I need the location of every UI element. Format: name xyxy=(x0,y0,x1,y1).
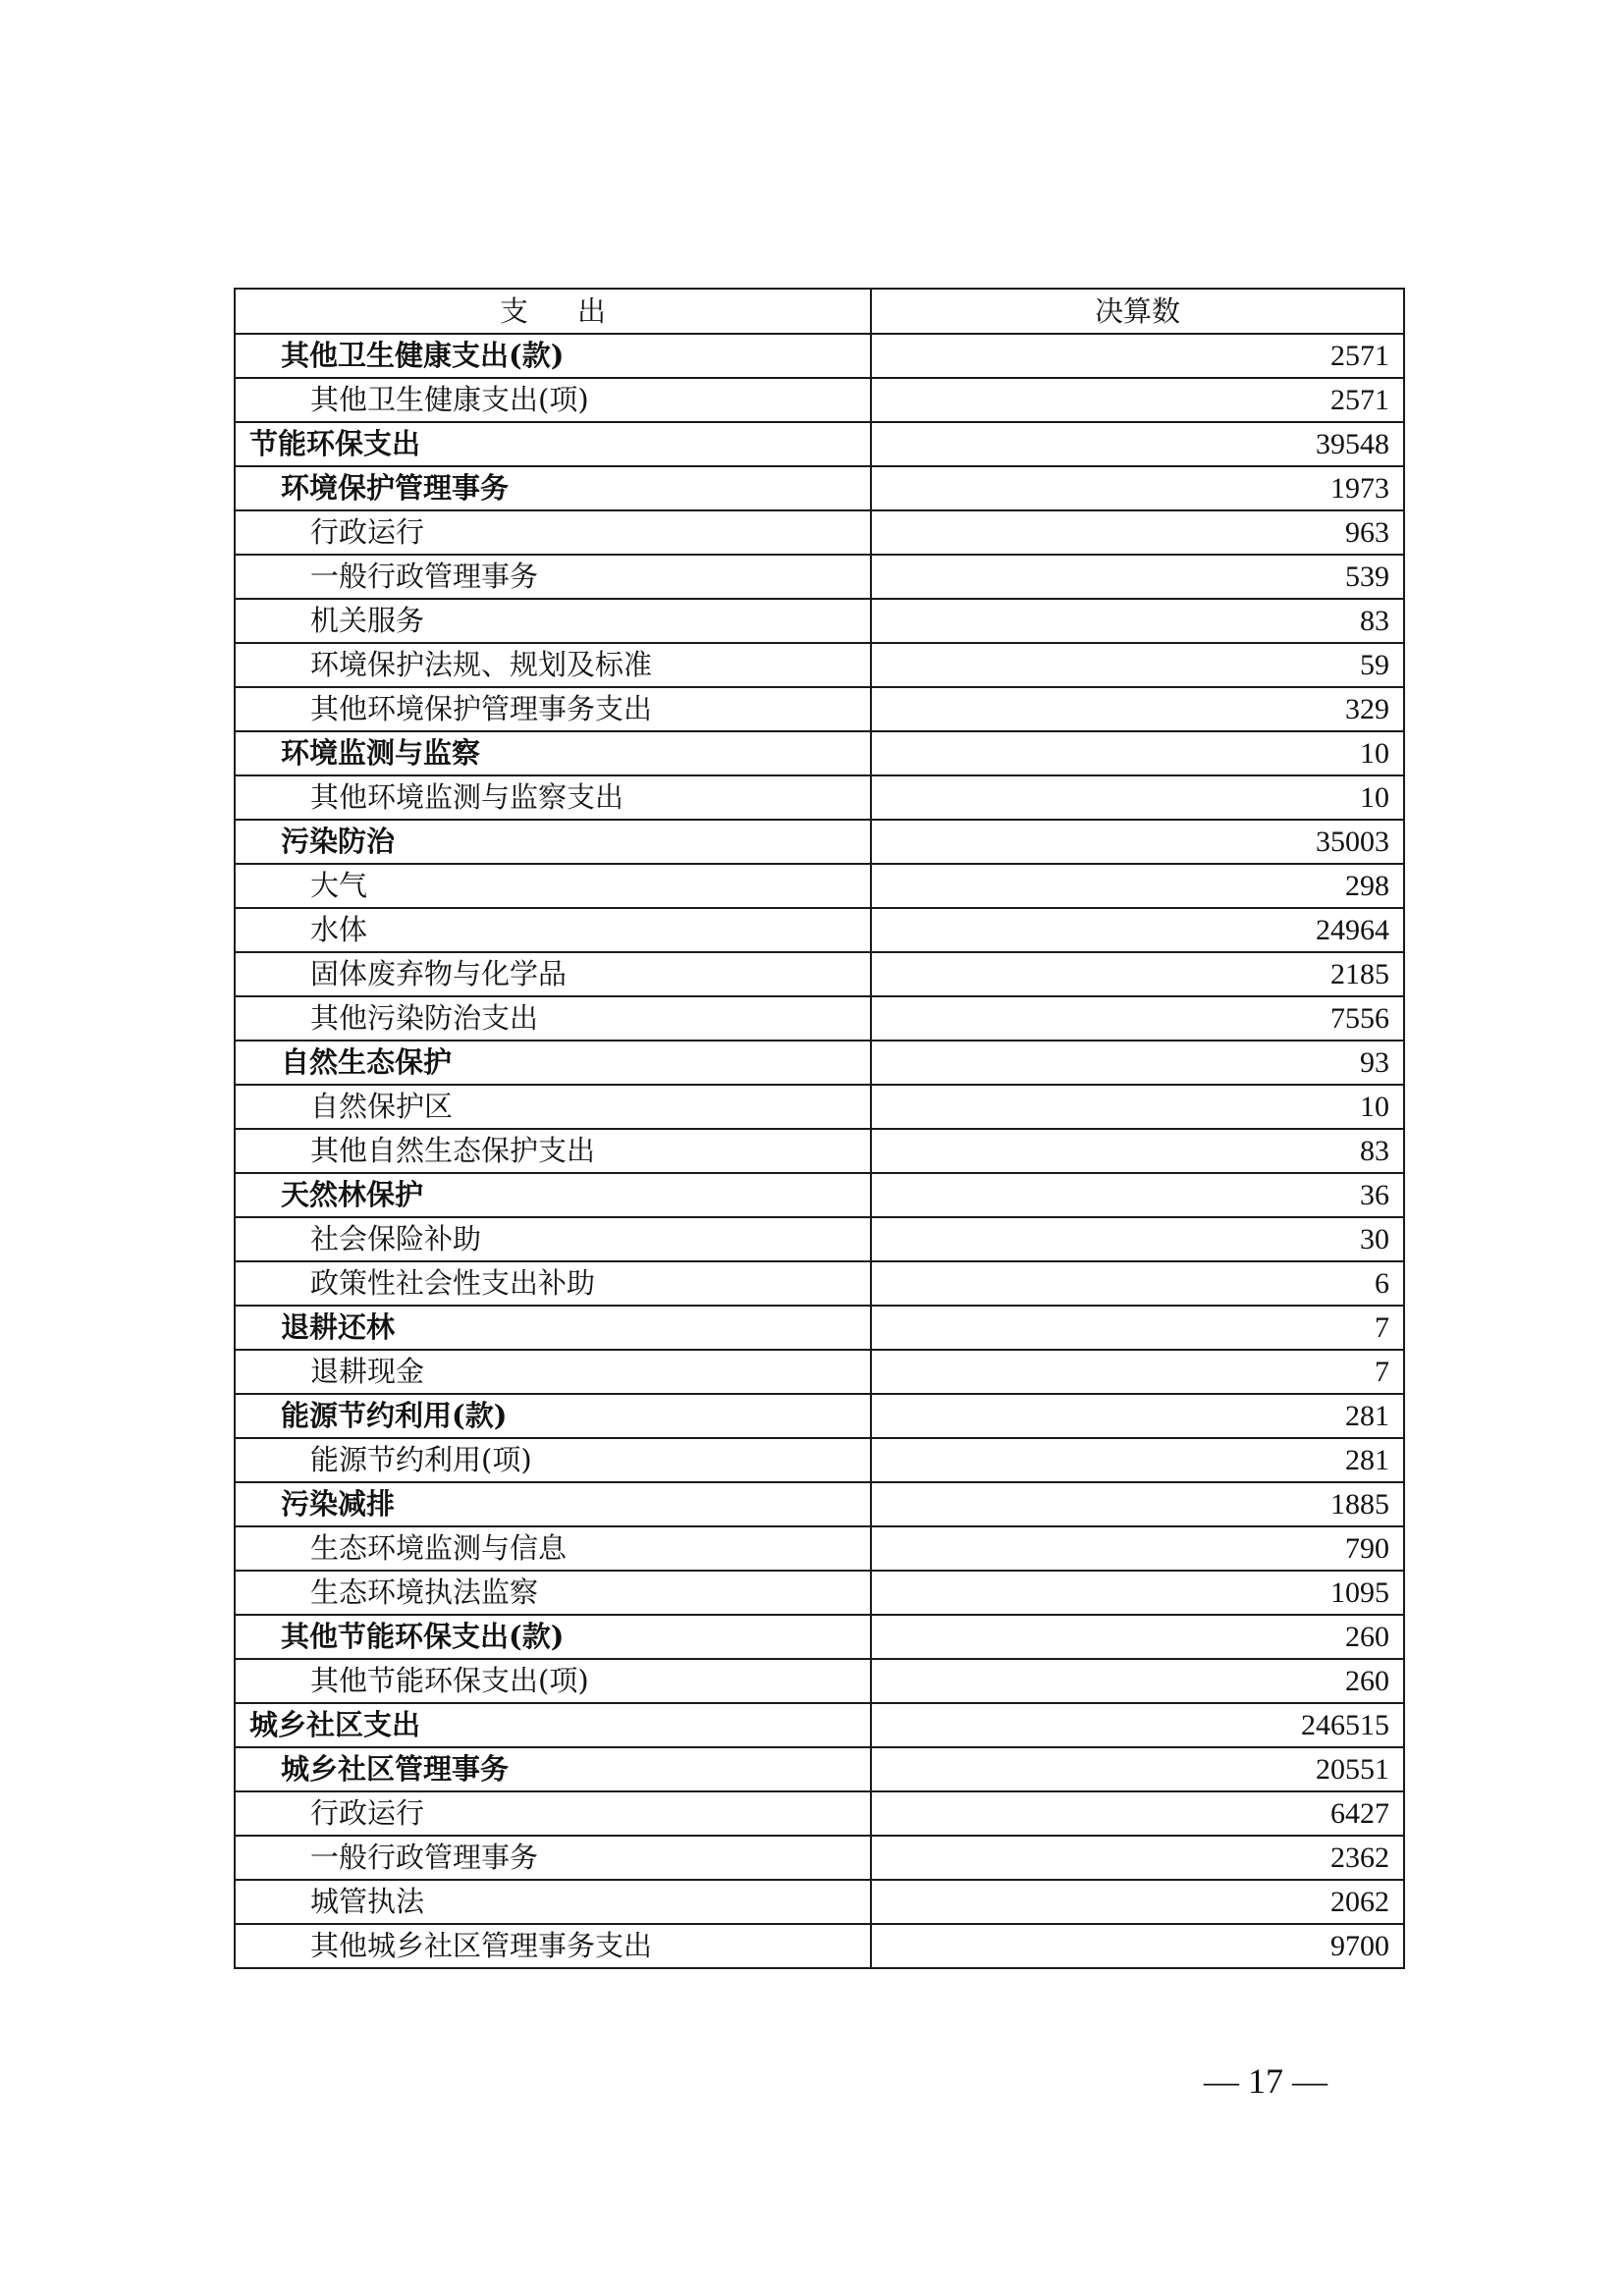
row-item-name: 水体 xyxy=(235,908,871,952)
row-item-amount: 2362 xyxy=(871,1836,1404,1880)
row-item-amount: 24964 xyxy=(871,908,1404,952)
row-item-name: 污染防治 xyxy=(235,820,871,864)
row-item-amount: 36 xyxy=(871,1173,1404,1217)
row-item-name: 其他节能环保支出(款) xyxy=(235,1615,871,1659)
row-item-amount: 1095 xyxy=(871,1571,1404,1615)
table-header-row xyxy=(235,289,1404,334)
table-row xyxy=(235,1747,1404,1791)
table-row xyxy=(235,1350,1404,1394)
table-row xyxy=(235,1085,1404,1129)
row-item-amount: 10 xyxy=(871,731,1404,775)
table-row xyxy=(235,1836,1404,1880)
row-item-name: 其他环境监测与监察支出 xyxy=(235,775,871,820)
row-item-name: 生态环境监测与信息 xyxy=(235,1526,871,1571)
row-item-name: 大气 xyxy=(235,864,871,908)
row-item-name: 退耕现金 xyxy=(235,1350,871,1394)
row-item-amount: 59 xyxy=(871,643,1404,687)
row-item-amount: 2571 xyxy=(871,334,1404,378)
row-item-amount: 35003 xyxy=(871,820,1404,864)
row-item-name: 其他卫生健康支出(款) xyxy=(235,334,871,378)
row-item-amount: 329 xyxy=(871,687,1404,731)
table-row xyxy=(235,1880,1404,1924)
row-item-amount: 963 xyxy=(871,510,1404,555)
row-item-amount: 7 xyxy=(871,1350,1404,1394)
row-item-name: 环境监测与监察 xyxy=(235,731,871,775)
row-item-amount: 260 xyxy=(871,1659,1404,1703)
table-row xyxy=(235,820,1404,864)
row-item-amount: 2185 xyxy=(871,952,1404,996)
row-item-name: 一般行政管理事务 xyxy=(235,555,871,599)
row-item-amount: 298 xyxy=(871,864,1404,908)
row-item-amount: 30 xyxy=(871,1217,1404,1261)
table-row xyxy=(235,510,1404,555)
row-item-amount: 83 xyxy=(871,1129,1404,1173)
row-item-name: 其他环境保护管理事务支出 xyxy=(235,687,871,731)
table-row xyxy=(235,1129,1404,1173)
row-item-name: 固体废弃物与化学品 xyxy=(235,952,871,996)
row-item-name: 其他污染防治支出 xyxy=(235,996,871,1041)
row-item-name: 生态环境执法监察 xyxy=(235,1571,871,1615)
table-row xyxy=(235,1306,1404,1350)
row-item-amount: 6427 xyxy=(871,1791,1404,1836)
table-row xyxy=(235,1438,1404,1482)
row-item-name: 行政运行 xyxy=(235,510,871,555)
table-row xyxy=(235,555,1404,599)
row-item-amount: 790 xyxy=(871,1526,1404,1571)
row-item-name: 其他卫生健康支出(项) xyxy=(235,378,871,422)
row-item-name: 其他城乡社区管理事务支出 xyxy=(235,1924,871,1968)
table-row xyxy=(235,466,1404,510)
row-item-amount: 20551 xyxy=(871,1747,1404,1791)
table-row xyxy=(235,1571,1404,1615)
table-row xyxy=(235,687,1404,731)
row-item-name: 节能环保支出 xyxy=(235,422,871,466)
row-item-amount: 6 xyxy=(871,1261,1404,1306)
row-item-name: 其他自然生态保护支出 xyxy=(235,1129,871,1173)
row-item-name: 一般行政管理事务 xyxy=(235,1836,871,1880)
row-item-amount: 7 xyxy=(871,1306,1404,1350)
row-item-name: 城管执法 xyxy=(235,1880,871,1924)
table-row xyxy=(235,1173,1404,1217)
row-item-amount: 1973 xyxy=(871,466,1404,510)
row-item-name: 能源节约利用(款) xyxy=(235,1394,871,1438)
table-row xyxy=(235,1615,1404,1659)
table-row xyxy=(235,1482,1404,1526)
table-row xyxy=(235,334,1404,378)
table-row xyxy=(235,996,1404,1041)
row-item-amount: 539 xyxy=(871,555,1404,599)
row-item-name: 自然保护区 xyxy=(235,1085,871,1129)
row-item-amount: 260 xyxy=(871,1615,1404,1659)
row-item-name: 环境保护管理事务 xyxy=(235,466,871,510)
row-item-amount: 10 xyxy=(871,1085,1404,1129)
row-item-amount: 246515 xyxy=(871,1703,1404,1747)
table-row xyxy=(235,1924,1404,1968)
table-row xyxy=(235,1791,1404,1836)
row-item-amount: 281 xyxy=(871,1394,1404,1438)
row-item-amount: 39548 xyxy=(871,422,1404,466)
table-row xyxy=(235,1526,1404,1571)
column-header-final-amount: 决算数 xyxy=(871,289,1404,334)
table-row xyxy=(235,422,1404,466)
table-row xyxy=(235,643,1404,687)
table-row xyxy=(235,952,1404,996)
row-item-amount: 2062 xyxy=(871,1880,1404,1924)
table-row xyxy=(235,908,1404,952)
row-item-name: 城乡社区支出 xyxy=(235,1703,871,1747)
row-item-name: 能源节约利用(项) xyxy=(235,1438,871,1482)
row-item-name: 社会保险补助 xyxy=(235,1217,871,1261)
table-row xyxy=(235,731,1404,775)
expenditure-table xyxy=(234,288,1405,1969)
row-item-name: 行政运行 xyxy=(235,1791,871,1836)
row-item-amount: 83 xyxy=(871,599,1404,643)
table-row xyxy=(235,1041,1404,1085)
table-body xyxy=(235,334,1404,1968)
row-item-amount: 1885 xyxy=(871,1482,1404,1526)
row-item-amount: 2571 xyxy=(871,378,1404,422)
table-row xyxy=(235,1394,1404,1438)
row-item-name: 天然林保护 xyxy=(235,1173,871,1217)
table-row xyxy=(235,1659,1404,1703)
table-row xyxy=(235,775,1404,820)
row-item-amount: 281 xyxy=(871,1438,1404,1482)
row-item-amount: 9700 xyxy=(871,1924,1404,1968)
table-row xyxy=(235,1261,1404,1306)
row-item-name: 退耕还林 xyxy=(235,1306,871,1350)
row-item-name: 机关服务 xyxy=(235,599,871,643)
table-row xyxy=(235,1703,1404,1747)
row-item-name: 政策性社会性支出补助 xyxy=(235,1261,871,1306)
row-item-amount: 93 xyxy=(871,1041,1404,1085)
row-item-name: 污染减排 xyxy=(235,1482,871,1526)
table-row xyxy=(235,599,1404,643)
row-item-amount: 7556 xyxy=(871,996,1404,1041)
row-item-amount: 10 xyxy=(871,775,1404,820)
column-header-expenditure: 支出 xyxy=(235,289,871,334)
table-row xyxy=(235,1217,1404,1261)
row-item-name: 自然生态保护 xyxy=(235,1041,871,1085)
row-item-name: 城乡社区管理事务 xyxy=(235,1747,871,1791)
page-number: — 17 — xyxy=(1204,2061,1327,2101)
row-item-name: 环境保护法规、规划及标准 xyxy=(235,643,871,687)
row-item-name: 其他节能环保支出(项) xyxy=(235,1659,871,1703)
table-row xyxy=(235,378,1404,422)
table-row xyxy=(235,864,1404,908)
